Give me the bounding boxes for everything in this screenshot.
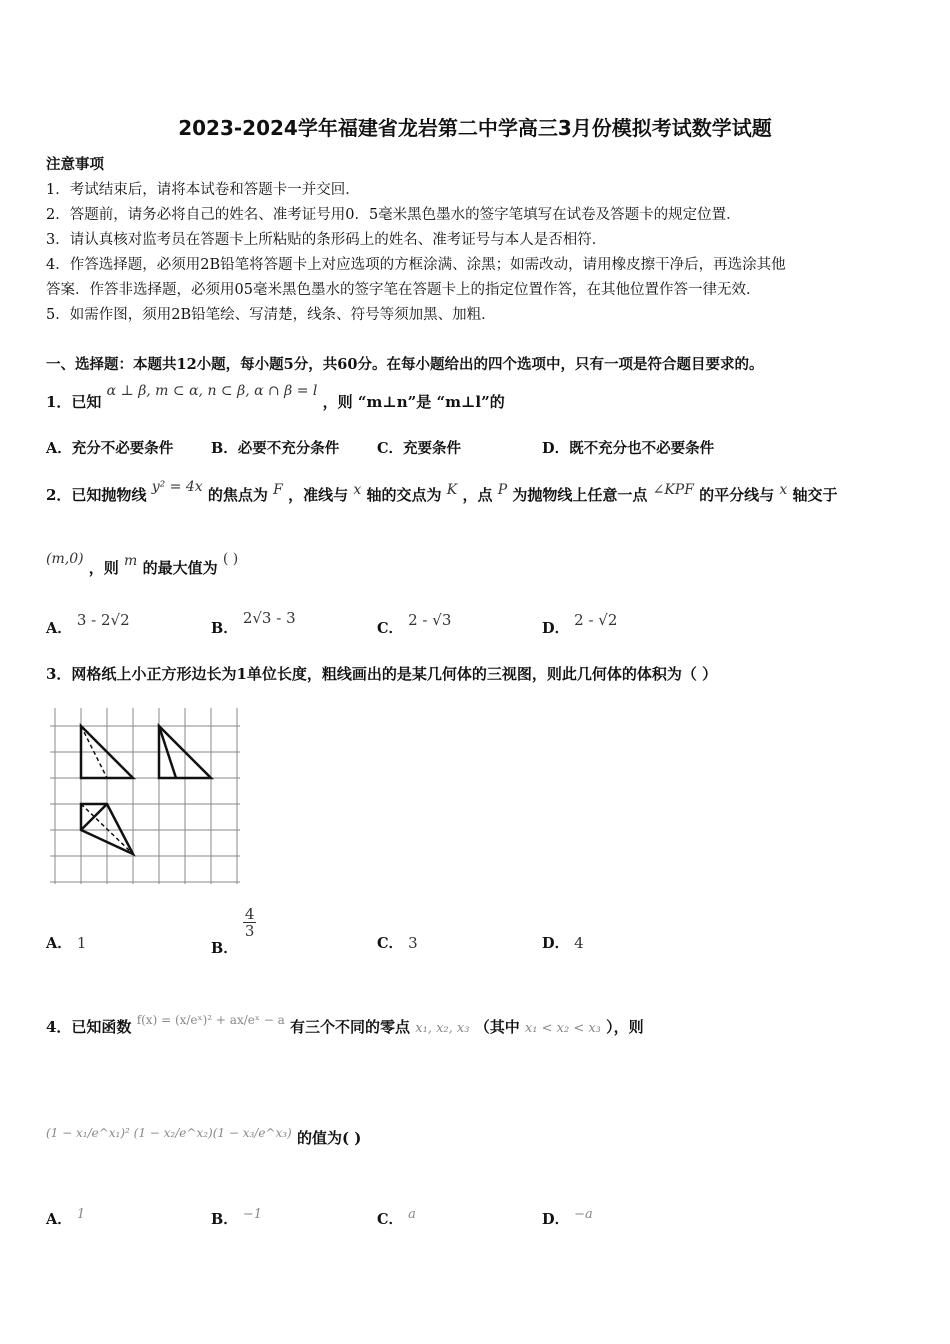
q3-option-a-label: A． bbox=[46, 935, 72, 952]
q3-option-b bbox=[211, 905, 256, 957]
q2-var-m: m bbox=[124, 553, 138, 569]
notice-heading: 注意事项 bbox=[46, 156, 104, 173]
q2-text-6: 为抛物线上任意一点 bbox=[512, 486, 648, 504]
question-2-cont bbox=[46, 551, 239, 578]
q1-prefix: 1．已知 bbox=[46, 393, 102, 411]
q2-option-c-label: C． bbox=[377, 620, 404, 637]
q1-suffix: ，则 “m⊥n”是 “m⊥l”的 bbox=[322, 393, 505, 411]
q4-text-5: 的值为( ) bbox=[296, 1129, 362, 1147]
q1-option-a: A．充分不必要条件 bbox=[46, 440, 174, 457]
q2-paren: ( ) bbox=[222, 551, 239, 567]
q4-text-4: ），则 bbox=[606, 1018, 644, 1036]
q2-option-c bbox=[377, 611, 452, 638]
q2-point-P: P bbox=[497, 482, 508, 498]
q2-x-axis-2: x bbox=[779, 482, 788, 498]
q3-option-d-label: D． bbox=[542, 935, 570, 952]
notice-item-3: 3．请认真核对监考员在答题卡上所粘贴的条形码上的姓名、准考证号与本人是否相符． bbox=[46, 232, 607, 248]
q4-zeros: x₁, x₂, x₃ bbox=[415, 1021, 470, 1036]
q4-option-c-value: a bbox=[408, 1207, 416, 1222]
q1-option-d: D．既不充分也不必要条件 bbox=[542, 440, 715, 457]
question-2 bbox=[46, 479, 838, 505]
q4-option-d bbox=[542, 1208, 593, 1229]
q2-point-m0: (m,0) bbox=[46, 551, 84, 567]
q2-text-2: 的焦点为 bbox=[207, 486, 268, 504]
q4-option-d-value: −a bbox=[574, 1207, 593, 1222]
q2-focus-F: F bbox=[273, 482, 283, 498]
q3-option-c bbox=[377, 932, 418, 953]
q4-option-b-label: B． bbox=[211, 1211, 238, 1228]
q4-option-a bbox=[46, 1208, 85, 1229]
q2-text-8: 轴交于 bbox=[792, 486, 838, 504]
q1-option-c: C．充要条件 bbox=[377, 440, 462, 457]
grid-lines bbox=[50, 708, 240, 884]
q4-expression: (1 − x₁/e^x₁)² (1 − x₂/e^x₂)(1 − x₃/e^x₃) bbox=[46, 1126, 292, 1140]
q3-option-b-label: B． bbox=[211, 939, 238, 957]
notice-item-4-cont: 答案．作答非选择题，必须用05毫米黑色墨水的签字笔在答题卡上的指定位置作答，在其他位置作答一律无效． bbox=[46, 282, 761, 298]
q2-option-a-label: A． bbox=[46, 620, 72, 637]
q2-option-b bbox=[211, 609, 296, 638]
q1-option-b: B．必要不充分条件 bbox=[211, 440, 340, 457]
q4-option-b bbox=[211, 1208, 262, 1229]
q2-option-d-label: D． bbox=[542, 620, 570, 637]
q2-option-b-value: 2√3 - 3 bbox=[242, 609, 296, 627]
q3-option-b-fraction bbox=[243, 906, 257, 939]
q1-condition: α ⊥ β, m ⊂ α, n ⊂ β, α ∩ β = l bbox=[106, 383, 318, 399]
q2-option-a bbox=[46, 611, 130, 638]
q2-text-9: ，则 bbox=[88, 559, 119, 577]
q4-option-a-value: 1 bbox=[76, 1207, 86, 1222]
notice-item-1: 1．考试结束后，请将本试卷和答题卡一并交回． bbox=[46, 182, 360, 198]
q4-text-2: 有三个不同的零点 bbox=[290, 1018, 411, 1036]
q4-function-formula: f(x) = (x/eˣ)² + ax/eˣ − a bbox=[136, 1013, 285, 1027]
q2-text-1: 2．已知抛物线 bbox=[46, 486, 147, 504]
q3-option-d-value: 4 bbox=[574, 934, 584, 952]
notice-item-5: 5．如需作图，须用2B铅笔绘、写清楚，线条、符号等须加黑、加粗． bbox=[46, 307, 496, 323]
notice-item-2: 2．答题前，请务必将自己的姓名、准考证号用0．5毫米黑色墨水的签字笔填写在试卷及答题卡的规定位置． bbox=[46, 207, 741, 223]
q2-option-c-value: 2 - √3 bbox=[408, 611, 452, 629]
q2-option-d-value: 2 - √2 bbox=[574, 611, 618, 629]
q2-text-4: 轴的交点为 bbox=[366, 486, 442, 504]
three-view-figure bbox=[50, 704, 245, 889]
q4-option-d-label: D． bbox=[542, 1211, 570, 1228]
q2-option-a-value: 3 - 2√2 bbox=[76, 611, 130, 629]
q4-text-1: 4．已知函数 bbox=[46, 1018, 132, 1036]
q2-text-7: 的平分线与 bbox=[699, 486, 775, 504]
q3-option-a-value: 1 bbox=[76, 934, 87, 952]
q4-zero-order: x₁ < x₂ < x₃ bbox=[524, 1021, 601, 1036]
q3-option-b-denominator: 3 bbox=[244, 922, 255, 940]
q3-option-d bbox=[542, 932, 584, 953]
question-4-cont bbox=[46, 1127, 361, 1148]
q2-option-b-label: B． bbox=[211, 620, 238, 637]
q2-angle-KPF: ∠KPF bbox=[652, 482, 694, 498]
q3-option-a bbox=[46, 932, 86, 953]
page-title: 2023-2024学年福建省龙岩第二中学高三3月份模拟考试数学试题 bbox=[178, 116, 772, 140]
q4-option-c bbox=[377, 1208, 416, 1229]
notice-item-4: 4．作答选择题，必须用2B铅笔将答题卡上对应选项的方框涂满、涂黑；如需改动，请用橡皮擦干净后，再选涂其他 bbox=[46, 257, 786, 273]
q2-text-10: 的最大值为 bbox=[142, 559, 218, 577]
q3-option-c-value: 3 bbox=[408, 934, 418, 952]
q4-text-3: （其中 bbox=[474, 1018, 520, 1036]
question-3: 3．网格纸上小正方形边长为1单位长度，粗线画出的是某几何体的三视图，则此几何体的体积为（ ） bbox=[46, 665, 718, 683]
section-heading: 一、选择题：本题共12小题，每小题5分，共60分。在每小题给出的四个选项中，只有一项是符合题目要求的。 bbox=[46, 356, 764, 373]
q2-x-axis-1: x bbox=[353, 482, 362, 498]
q3-option-b-numerator: 4 bbox=[244, 905, 255, 923]
q2-parabola-eq: y² = 4x bbox=[151, 479, 203, 495]
q2-option-d bbox=[542, 611, 618, 638]
question-1 bbox=[46, 383, 505, 412]
q3-option-c-label: C． bbox=[377, 935, 404, 952]
q2-text-3: ，准线与 bbox=[288, 486, 349, 504]
q4-option-c-label: C． bbox=[377, 1211, 404, 1228]
q4-option-a-label: A． bbox=[46, 1211, 72, 1228]
q4-option-b-value: −1 bbox=[242, 1207, 262, 1222]
question-4 bbox=[46, 1013, 644, 1037]
q2-text-5: ，点 bbox=[462, 486, 493, 504]
q2-point-K: K bbox=[446, 482, 458, 498]
